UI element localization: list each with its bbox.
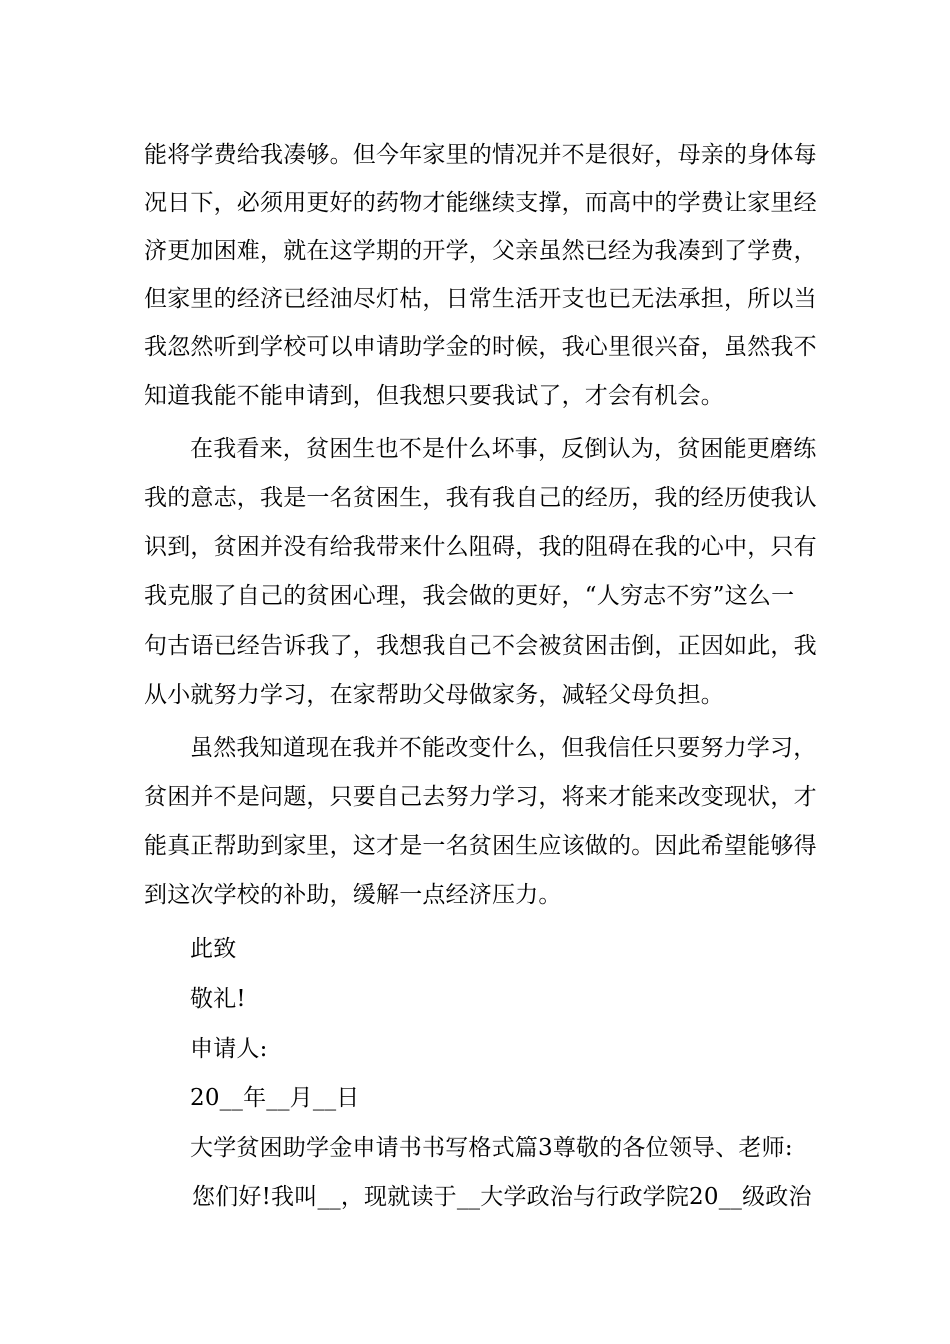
paragraph-2-line-3: 识到，贫困并没有给我带来什么阻碍，我的阻碍在我的心中，只有 — [144, 534, 817, 560]
paragraph-2-line-4: 我克服了自己的贫困心理，我会做的更好，“人穷志不穷”这么一 — [144, 583, 795, 609]
paragraph-3-line-1: 虽然我知道现在我并不能改变什么，但我信任只要努力学习， — [190, 735, 817, 761]
paragraph-1-line-2: 况日下，必须用更好的药物才能继续支撑，而高中的学费让家里经 — [144, 190, 817, 216]
paragraph-2-line-2: 我的意志，我是一名贫困生，我有我自己的经历，我的经历使我认 — [144, 485, 817, 511]
paragraph-2-line-6: 从小就努力学习，在家帮助父母做家务，减轻父母负担。 — [144, 682, 724, 708]
paragraph-2-line-5: 句古语已经告诉我了，我想我自己不会被贫困击倒，正因如此，我 — [144, 633, 817, 659]
paragraph-1-line-5: 我忽然听到学校可以申请助学金的时候，我心里很兴奋，虽然我不 — [144, 334, 817, 360]
paragraph-3-line-4: 到这次学校的补助，缓解一点经济压力。 — [144, 882, 562, 908]
paragraph-3-line-3: 能真正帮助到家里，这才是一名贫困生应该做的。因此希望能够得 — [144, 833, 817, 859]
closing-cizhi: 此致 — [190, 936, 237, 962]
paragraph-1-line-6: 知道我能不能申请到，但我想只要我试了，才会有机会。 — [144, 383, 724, 409]
paragraph-3-line-2: 贫困并不是问题，只要自己去努力学习，将来才能来改变现状，才 — [144, 784, 817, 810]
applicant-label: 申请人: — [190, 1036, 268, 1062]
date-line: 20__年__月__日 — [190, 1085, 360, 1111]
paragraph-1-line-1: 能将学费给我凑够。但今年家里的情况并不是很好，母亲的身体每 — [144, 142, 817, 168]
closing-jingli: 敬礼! — [190, 986, 246, 1012]
paragraph-2-line-1: 在我看来，贫困生也不是什么坏事，反倒认为，贫困能更磨练 — [190, 436, 817, 462]
paragraph-1-line-3: 济更加困难，就在这学期的开学，父亲虽然已经为我凑到了学费， — [144, 238, 817, 264]
section-heading: 大学贫困助学金申请书书写格式篇3尊敬的各位领导、老师: — [190, 1135, 793, 1161]
section-first-line: 您们好!我叫__，现就读于__大学政治与行政学院20__级政治 — [192, 1184, 812, 1210]
paragraph-1-line-4: 但家里的经济已经油尽灯枯，日常生活开支也已无法承担，所以当 — [144, 286, 817, 312]
